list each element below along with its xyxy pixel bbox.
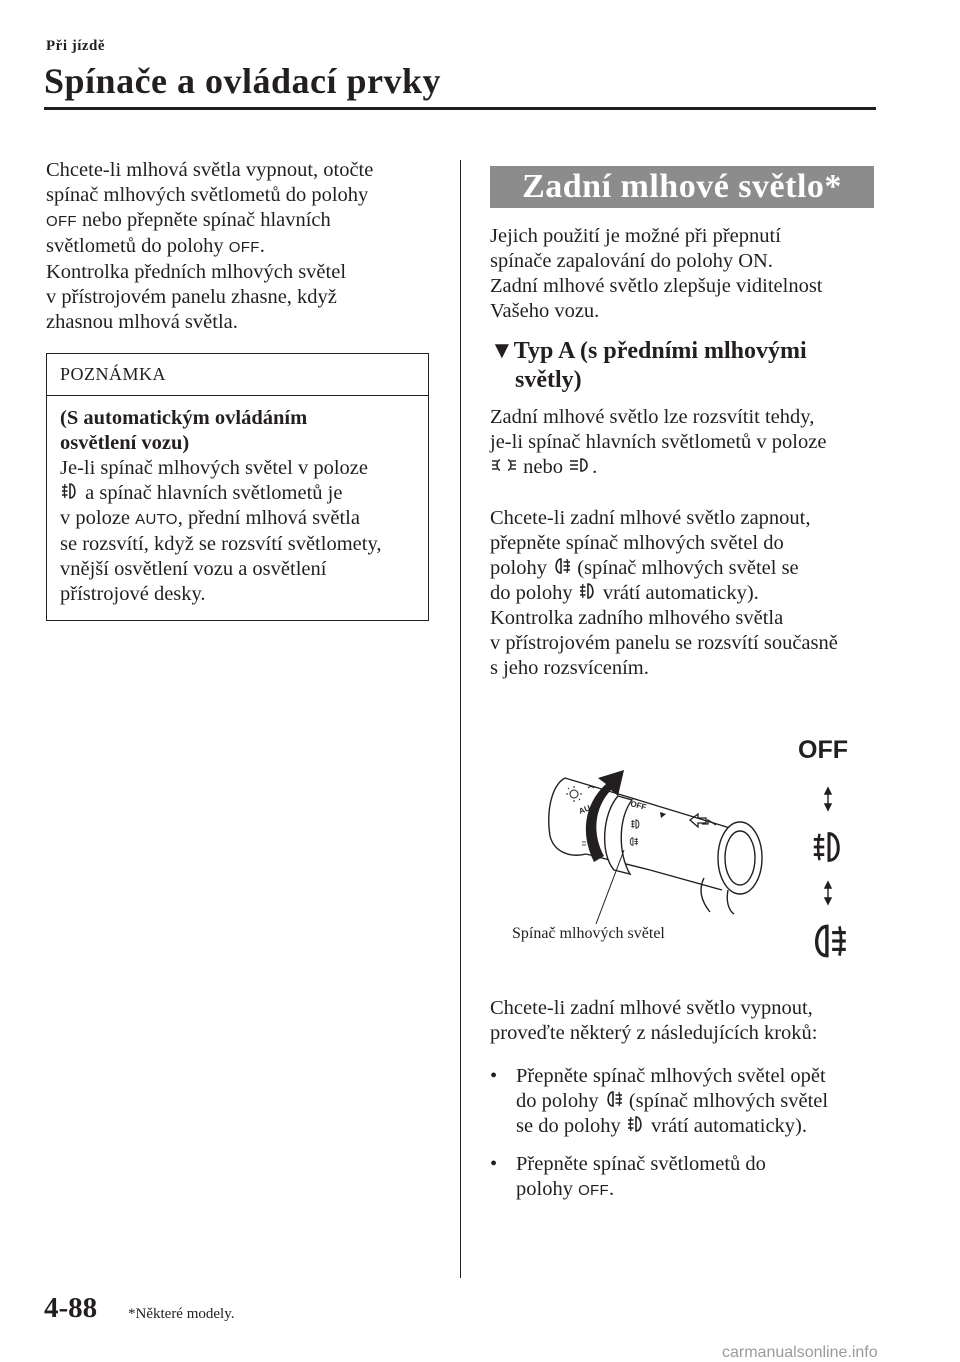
- text-line: [490, 1177, 766, 1203]
- text-line: Zadní mlhové světlo zlepšuje viditelnost: [490, 275, 823, 297]
- text-line: Přepněte spínač světlometů do: [516, 1153, 766, 1175]
- text-line: [490, 1114, 828, 1139]
- text-line: ▼Typ A (s předními mlhovými: [490, 338, 807, 364]
- note-subheading: [60, 406, 307, 456]
- text-line: [46, 208, 446, 234]
- text-line: osvětlení vozu): [60, 432, 190, 454]
- text-line: světly): [515, 367, 582, 393]
- note-body: [60, 456, 381, 607]
- text-run: (spínač mlhových světel se: [572, 557, 799, 579]
- text-line: zhasnou mlhová světla.: [46, 311, 238, 333]
- text-run: a spínač hlavních světlometů je: [80, 482, 343, 504]
- list-item: [490, 1152, 766, 1203]
- text-line: spínače zapalování do polohy ON.: [490, 250, 773, 272]
- text-line: v přístrojovém panelu se rozsvítí současně: [490, 632, 838, 654]
- text-line: je-li spínač hlavních světlometů v poloze: [490, 431, 827, 453]
- text-line: Jejich použití je možné při přepnutí: [490, 225, 781, 247]
- rear-fog-icon: [604, 1089, 624, 1109]
- page-title: Spínače a ovládací prvky: [44, 61, 442, 101]
- illustration-caption: Spínač mlhových světel: [512, 925, 665, 942]
- fog-switch-illustration: [490, 730, 875, 985]
- rear-fog-intro: [490, 224, 823, 324]
- rear-fog-condition-paragraph: [490, 405, 826, 480]
- off-position-tag: OFF: [228, 239, 260, 256]
- header-rule: [44, 107, 876, 110]
- rear-fog-off-paragraph: [490, 996, 817, 1046]
- text-line: Chcete-li zadní mlhové světlo vypnout,: [490, 997, 813, 1019]
- text-run: polohy: [490, 557, 553, 579]
- note-divider: [46, 395, 429, 396]
- text-run: nebo: [518, 456, 569, 478]
- text-line: Kontrolka zadního mlhového světla: [490, 607, 784, 629]
- off-position-label: OFF: [798, 736, 848, 764]
- text-run: .: [592, 456, 598, 478]
- text-line: přepněte spínač mlhových světel do: [490, 532, 784, 554]
- text-line: Kontrolka předních mlhových světel: [46, 261, 347, 283]
- lever-stalk: [549, 778, 762, 914]
- text-line: [490, 1089, 828, 1114]
- section-banner: [490, 166, 874, 208]
- legend-front-fog-icon: [814, 834, 838, 861]
- text-line: [490, 581, 838, 606]
- rear-fog-icon: [552, 556, 572, 576]
- text-line: [490, 455, 826, 480]
- text-line: Přepněte spínač mlhových světel opět: [516, 1065, 826, 1087]
- text-line: [46, 234, 446, 260]
- legend-rear-fog-icon: [817, 926, 846, 955]
- column-divider: [460, 160, 461, 1278]
- fog-light-off-paragraph: [46, 158, 446, 335]
- bullet-marker: •: [490, 1153, 498, 1175]
- footnote: *Některé modely.: [128, 1306, 235, 1322]
- watermark: carmanualsonline.info: [722, 1344, 878, 1361]
- auto-position-tag: AUTO: [135, 511, 178, 528]
- text-line: proveďte některý z následujících kroků:: [490, 1022, 818, 1044]
- list-item: [490, 1064, 828, 1139]
- text-run: do polohy: [490, 582, 578, 604]
- off-position-tag: OFF: [46, 213, 77, 230]
- text-run: do polohy: [516, 1090, 604, 1112]
- stalk-front-fog-icon: [631, 820, 639, 828]
- text-line: vnější osvětlení vozu a osvětlení: [60, 558, 327, 580]
- stalk-marks: [566, 786, 594, 802]
- text-line: Zadní mlhové světlo lze rozsvítit tehdy,: [490, 406, 815, 428]
- double-arrow-icon: [825, 788, 831, 810]
- text-line: [60, 506, 381, 532]
- text-run: v poloze: [60, 507, 136, 529]
- rear-fog-on-paragraph: [490, 506, 838, 681]
- text-line: (S automatickým ovládáním: [60, 407, 308, 429]
- text-line: přístrojové desky.: [60, 583, 206, 605]
- type-a-heading: [490, 337, 807, 395]
- text-line: Chcete-li zadní mlhové světlo zapnout,: [490, 507, 811, 529]
- note-heading: POZNÁMKA: [60, 364, 167, 384]
- text-run: .: [259, 235, 265, 257]
- stalk-rear-fog-icon: [630, 838, 638, 846]
- bullet-marker: •: [490, 1065, 498, 1087]
- double-arrow-icon: [825, 882, 831, 904]
- text-run: světlometů do polohy: [46, 235, 229, 257]
- text-line: s jeho rozsvícením.: [490, 657, 649, 679]
- text-run: se do polohy: [516, 1115, 626, 1137]
- front-fog-icon: [578, 581, 598, 601]
- section-label: Při jízdě: [46, 38, 106, 54]
- stalk-off-label: OFF: [629, 799, 648, 812]
- page-number: 4-88: [44, 1292, 98, 1324]
- text-run: vrátí automaticky).: [597, 582, 759, 604]
- text-run: polohy: [516, 1178, 579, 1200]
- section-banner-title: Zadní mlhové světlo*: [522, 168, 842, 205]
- text-line: v přístrojovém panelu zhasne, když: [46, 286, 337, 308]
- text-line: [490, 556, 838, 581]
- text-line: [60, 481, 381, 506]
- text-run: (spínač mlhových světel: [623, 1090, 829, 1112]
- text-line: Vašeho vozu.: [490, 300, 600, 322]
- text-run: nebo přepněte spínač hlavních: [76, 209, 331, 231]
- stalk-auto-label: AU: [577, 803, 592, 816]
- text-run: vrátí automaticky).: [645, 1115, 808, 1137]
- headlight-icon: [568, 455, 592, 475]
- parking-light-icon: [490, 455, 518, 475]
- fog-switch-ring: [605, 796, 632, 874]
- front-fog-icon: [60, 481, 80, 501]
- text-line: se rozsvítí, když se rozsvítí světlomety,: [60, 533, 382, 555]
- text-line: spínač mlhových světlometů do polohy: [46, 184, 369, 206]
- text-run: , přední mlhová světla: [177, 507, 360, 529]
- off-position-tag: OFF: [578, 1182, 609, 1199]
- text-line: Chcete-li mlhová světla vypnout, otočte: [46, 159, 374, 181]
- text-line: Je-li spínač mlhových světel v poloze: [60, 457, 368, 479]
- stalk-pointer-icon: [660, 812, 666, 818]
- front-fog-icon: [626, 1114, 646, 1134]
- text-run: .: [608, 1178, 615, 1200]
